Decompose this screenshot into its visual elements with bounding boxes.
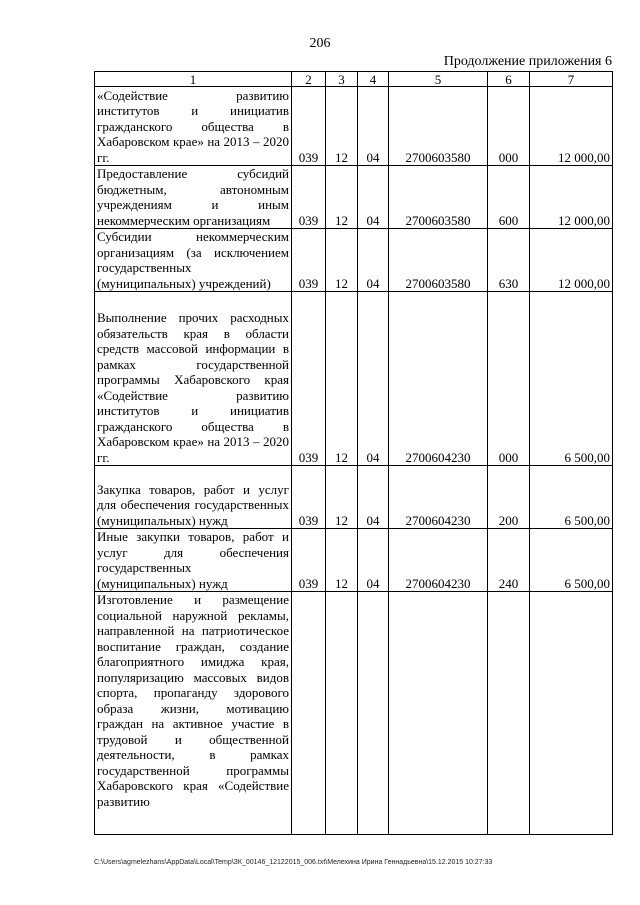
section-cell: 12 [326, 466, 358, 529]
table-row [95, 529, 613, 592]
section-cell: 12 [326, 87, 358, 166]
column-header: 4 [358, 72, 389, 87]
column-header: 5 [389, 72, 488, 87]
table-header-row [95, 72, 613, 87]
target-article-cell: 2700604230 [389, 292, 488, 466]
column-header: 2 [292, 72, 326, 87]
target-article-cell: 2700604230 [389, 466, 488, 529]
subsection-cell [358, 592, 389, 835]
column-header: 7 [530, 72, 613, 87]
row-name-cell: Выполнение прочих расходных обязательств края в области средств массовой информации в рамках государственной программы Хабаровского края «Содействие развитию институтов и инициатив гражданского общества в Хабаровском крае» на 2013 – 2020 гг. [95, 292, 292, 466]
expense-type-cell: 000 [488, 87, 530, 166]
amount-cell [530, 592, 613, 835]
budget-table [94, 71, 613, 835]
column-header: 1 [95, 72, 292, 87]
section-cell: 12 [326, 229, 358, 292]
admin-code-cell: 039 [292, 529, 326, 592]
row-name-cell: Предоставление субсидий бюджетным, автономным учреждениям и иным некоммерческим организациям [95, 166, 292, 229]
section-cell: 12 [326, 529, 358, 592]
table-row [95, 229, 613, 292]
subsection-cell: 04 [358, 292, 389, 466]
target-article-cell: 2700603580 [389, 229, 488, 292]
page-number: 206 [309, 36, 331, 51]
table-row [95, 592, 613, 835]
amount-cell: 6 500,00 [530, 466, 613, 529]
expense-type-cell [488, 592, 530, 835]
subsection-cell: 04 [358, 229, 389, 292]
subsection-cell: 04 [358, 87, 389, 166]
table-row [95, 466, 613, 529]
expense-type-cell: 200 [488, 466, 530, 529]
row-name-cell: «Содействие развитию институтов и инициатив гражданского общества в Хабаровском крае» на 2013 – 2020 гг. [95, 87, 292, 166]
column-header: 6 [488, 72, 530, 87]
target-article-cell [389, 592, 488, 835]
expense-type-cell: 630 [488, 229, 530, 292]
table-row [95, 292, 613, 466]
column-header: 3 [326, 72, 358, 87]
section-cell: 12 [326, 292, 358, 466]
expense-type-cell: 600 [488, 166, 530, 229]
amount-cell: 12 000,00 [530, 87, 613, 166]
admin-code-cell [292, 592, 326, 835]
row-name-cell: Изготовление и размещение социальной наружной рекламы, направленной на патриотическое воспитание граждан, создание благоприятного имиджа края, популяризацию массовых видов спорта, пропаганду здорового образа жизни, мотивацию граждан на активное участие в трудовой и общественной деятельности, в рамках государственной программы Хабаровского края «Содействие развитию [95, 592, 292, 835]
row-name-cell: Закупка товаров, работ и услуг для обеспечения государственных (муниципальных) нужд [95, 466, 292, 529]
file-path-footer: C:\Users\agmelezhans\AppData\Local\Temp\ЗК_00146_12122015_006.txt\Мелехина Ирина Геннадьевна\15.12.2015 10:27:33 [94, 859, 493, 866]
target-article-cell: 2700603580 [389, 87, 488, 166]
admin-code-cell: 039 [292, 229, 326, 292]
expense-type-cell: 000 [488, 292, 530, 466]
amount-cell: 6 500,00 [530, 292, 613, 466]
row-name-cell: Иные закупки товаров, работ и услуг для обеспечения государственных (муниципальных) нужд [95, 529, 292, 592]
admin-code-cell: 039 [292, 466, 326, 529]
subsection-cell: 04 [358, 166, 389, 229]
target-article-cell: 2700604230 [389, 529, 488, 592]
table-row [95, 87, 613, 166]
appendix-note: Продолжение приложения 6 [443, 54, 612, 69]
amount-cell: 12 000,00 [530, 229, 613, 292]
amount-cell: 6 500,00 [530, 529, 613, 592]
admin-code-cell: 039 [292, 166, 326, 229]
section-cell [326, 592, 358, 835]
admin-code-cell: 039 [292, 292, 326, 466]
section-cell: 12 [326, 166, 358, 229]
target-article-cell: 2700603580 [389, 166, 488, 229]
row-name-cell: Субсидии некоммерческим организациям (за исключением государственных (муниципальных) учреждений) [95, 229, 292, 292]
admin-code-cell: 039 [292, 87, 326, 166]
subsection-cell: 04 [358, 529, 389, 592]
amount-cell: 12 000,00 [530, 166, 613, 229]
table-row [95, 166, 613, 229]
subsection-cell: 04 [358, 466, 389, 529]
expense-type-cell: 240 [488, 529, 530, 592]
